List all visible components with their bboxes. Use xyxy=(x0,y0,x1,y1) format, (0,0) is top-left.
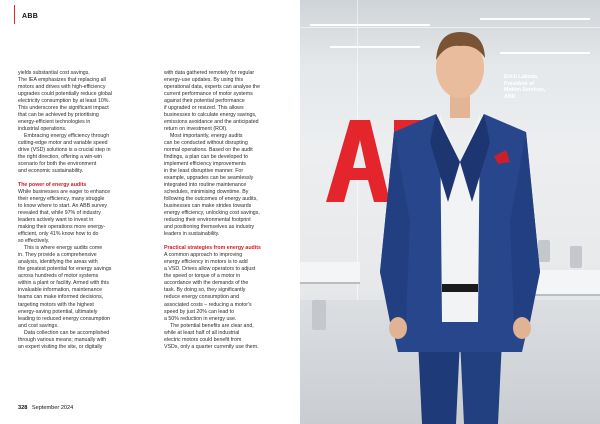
text-line: that can be achieved by prioritising xyxy=(18,112,99,119)
text-line: energy-efficient technologies in xyxy=(18,119,91,126)
text-line: and economic sustainability. xyxy=(18,168,84,175)
text-line: implement efficiency improvements xyxy=(164,161,246,168)
page-folio xyxy=(18,405,73,411)
paragraph xyxy=(18,245,134,329)
paragraph xyxy=(164,70,280,133)
paragraph xyxy=(18,133,134,175)
paragraph xyxy=(18,70,134,133)
text-line: VSDs, only a quarter currently use them. xyxy=(164,343,259,350)
text-line: operational data, experts can analyse the xyxy=(164,84,261,91)
text-line: emissions avoidance and the anticipated xyxy=(164,119,259,126)
caption-line: ABB xyxy=(504,93,516,100)
text-line: and positioning themselves as industry xyxy=(164,224,255,231)
text-line: to know where to start. An ABB survey xyxy=(18,203,108,210)
belt xyxy=(442,284,478,292)
text-line: industrial operations. xyxy=(18,126,67,133)
text-line: so effectively. xyxy=(18,238,50,245)
text-line: return on investment (ROI). xyxy=(164,126,228,133)
text-line: electric motors could benefit from xyxy=(164,336,242,343)
text-line: targeting motors with the highest xyxy=(18,301,94,308)
text-line: and cost savings. xyxy=(18,322,59,329)
portrait-photo xyxy=(300,0,600,424)
article-column-left xyxy=(18,70,134,351)
text-line: a 50% reduction in energy use. xyxy=(164,315,237,322)
text-line: invaluable information, maintenance xyxy=(18,287,103,294)
text-line: electricity consumption by at least 10%. xyxy=(18,98,110,105)
page-number: 328 xyxy=(18,405,28,411)
text-line: drive (VSD) solutions is a crucial step in xyxy=(18,147,111,154)
text-line: the greatest potential for energy savings xyxy=(18,266,112,273)
issue-date: September 2024 xyxy=(31,405,74,411)
text-line: A common approach to improving xyxy=(164,252,243,259)
text-line: making their operations more energy- xyxy=(18,224,106,231)
paragraph xyxy=(164,252,280,322)
text-line: their energy efficiency, many struggle xyxy=(18,196,105,203)
section-heading: Practical strategies from energy audits xyxy=(164,245,261,252)
text-line: example, upgrades can be seamlessly xyxy=(164,175,254,182)
text-line: normal operations. Based on the audit xyxy=(164,147,253,154)
text-line: businesses to calculate energy savings, xyxy=(164,112,257,119)
text-line: efficient, only 41% know how to do xyxy=(18,231,99,238)
text-line: a VSD. Drives allow operators to adjust xyxy=(164,266,256,273)
text-line: task. By doing so, they significantly xyxy=(164,287,246,294)
trouser-left xyxy=(418,340,460,424)
text-line: The potential benefits are clear and, xyxy=(170,322,254,329)
text-line: an expert visiting the site, or digitally xyxy=(18,343,103,350)
caption-line: Motion Services, xyxy=(504,87,546,94)
text-line: across hundreds of motor systems xyxy=(18,273,99,280)
text-line: the speed or torque of a motor in xyxy=(164,273,241,280)
text-line: cutting-edge motor and variable speed xyxy=(18,140,108,147)
text-line: integrated into routine maintenance xyxy=(164,182,247,189)
text-line: schedules, minimising downtime. By xyxy=(164,189,249,196)
paragraph xyxy=(18,189,134,245)
text-line: teams can make informed decisions, xyxy=(18,294,104,301)
text-line: while at least half of all industrial xyxy=(164,329,240,336)
caption-line: Erich Labuda, xyxy=(504,74,539,80)
text-line: through various means; manually with xyxy=(18,336,107,343)
text-line: energy-saving potential, ultimately xyxy=(18,308,98,315)
article-column-right xyxy=(164,70,280,351)
text-line: scenario for both the environment xyxy=(18,161,97,168)
text-line: reducing their environmental footprint xyxy=(164,217,251,224)
brand-name: ABB xyxy=(22,13,39,20)
header-accent-rule xyxy=(14,5,15,24)
text-line: within a plant or facility. Armed with this xyxy=(18,280,109,287)
text-line: accordance with the demands of the xyxy=(164,280,249,287)
office-chair xyxy=(570,246,582,268)
text-line: revealed that, while 97% of industry xyxy=(18,210,101,217)
text-line: The IEA emphasizes that replacing all xyxy=(18,77,106,84)
hand-left xyxy=(389,317,407,339)
text-line: current performance of motor systems xyxy=(164,91,253,98)
photo-caption xyxy=(504,74,564,100)
paragraph xyxy=(18,330,134,351)
text-line: with data gathered remotely for regular xyxy=(164,70,255,76)
text-line: in. They provide a comprehensive xyxy=(18,252,97,259)
text-line: speed by just 20% can lead to xyxy=(164,308,235,315)
text-line: if upgraded or resized. This allows xyxy=(164,105,244,112)
text-line: energy-use updates. By using this xyxy=(164,77,244,84)
text-line: yields substantial cost savings. xyxy=(18,70,90,76)
text-line: against their potential performance xyxy=(164,98,245,105)
text-line: Data collection can be accomplished xyxy=(24,329,110,336)
text-line: reduce energy consumption and xyxy=(164,294,240,301)
text-line: motors and drives with high-efficiency xyxy=(18,84,106,91)
text-line: leading to reduced energy consumption xyxy=(18,315,110,322)
meeting-table xyxy=(300,262,360,284)
text-line: This is where energy audits come xyxy=(24,245,103,252)
office-chair xyxy=(312,300,326,330)
text-line: findings, a plan can be developed to xyxy=(164,154,249,161)
hand-right xyxy=(513,317,531,339)
paragraph xyxy=(164,133,280,238)
text-line: can be conducted without disrupting xyxy=(164,140,248,147)
text-line: businesses can make strides towards xyxy=(164,203,252,210)
text-line: energy efficiency in motors is to add xyxy=(164,259,248,266)
text-line: leaders in sustainability. xyxy=(164,231,220,238)
text-line: following the outcomes of energy audits, xyxy=(164,196,258,203)
text-line: energy efficiency, unlocking cost savings, xyxy=(164,210,260,217)
trouser-right xyxy=(460,340,502,424)
ceiling-light xyxy=(480,18,590,20)
text-line: While businesses are eager to enhance xyxy=(18,189,111,196)
text-line: the right direction, offering a win-win xyxy=(18,154,102,161)
text-line: This underscores the significant impact xyxy=(18,105,109,112)
text-line: Most importantly, energy audits xyxy=(170,133,243,140)
text-line: upgrades could potentially reduce global xyxy=(18,91,112,98)
text-line: Embracing energy efficiency through xyxy=(24,133,110,140)
text-line: analysis, identifying the areas with xyxy=(18,259,98,266)
text-line: leaders actively want to invest in xyxy=(18,217,94,224)
text-line: in the least disruptive manner. For xyxy=(164,168,244,175)
section-heading: The power of energy audits xyxy=(18,182,87,189)
paragraph xyxy=(164,323,280,351)
text-line: associated costs – reducing a motor's xyxy=(164,301,252,308)
caption-line: President of xyxy=(504,80,534,87)
